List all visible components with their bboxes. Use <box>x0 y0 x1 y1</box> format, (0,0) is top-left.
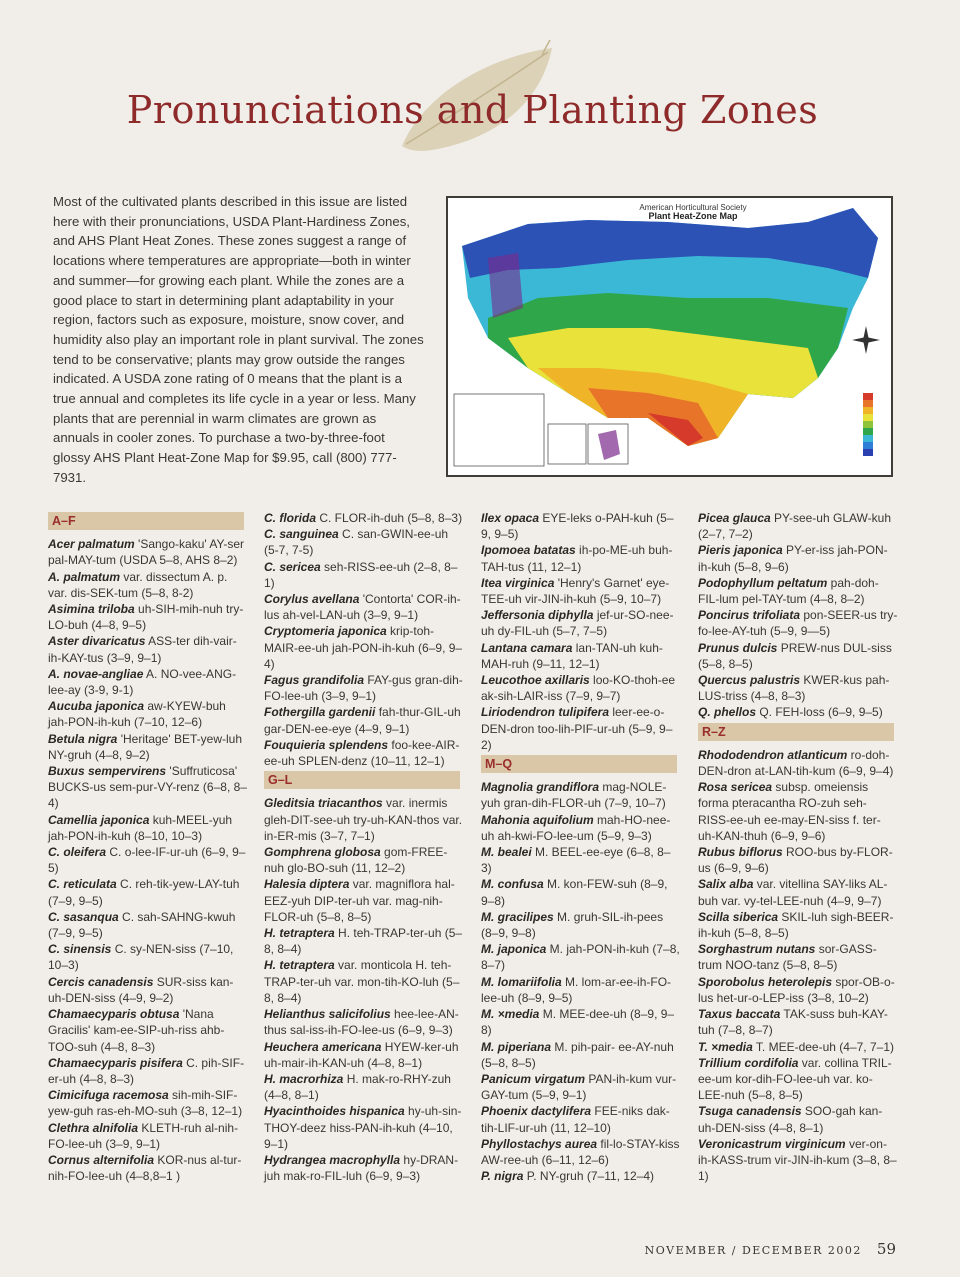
plant-name: H. tetraptera <box>264 926 335 941</box>
plant-entry <box>698 672 898 704</box>
plant-entry <box>264 591 464 623</box>
plant-name: Magnolia grandiflora <box>481 780 600 795</box>
pronunciation-zones: C. sah-SAHNG-kwuh (7–9, 9–5) <box>48 909 236 941</box>
pronunciation-zones: SKIL-luh sigh-BEER-ih-kuh (5–8, 8–5) <box>698 909 894 941</box>
pronunciation-zones: M. lom-ar-ee-ih-FO-lee-uh (8–9, 9–5) <box>481 974 672 1005</box>
plant-name: C. reticulata <box>48 877 117 892</box>
pronunciation-zones: KWER-kus pah-LUS-triss (4–8, 8–3) <box>698 673 890 704</box>
plant-name: Cornus alternifolia <box>48 1152 155 1167</box>
pronunciation-zones: KOR-nus al-tur-nih-FO-lee-uh (4–8,8–1 ) <box>48 1152 242 1184</box>
pronunciation-zones: ih-po-ME-uh buh-TAH-tus (11, 12–1) <box>481 543 673 574</box>
plant-name: Pieris japonica <box>698 543 783 558</box>
plant-name: Betula nigra <box>48 731 118 746</box>
plant-name: A. palmatum <box>48 569 121 584</box>
pronunciation-zones: C. o-lee-IF-ur-uh (6–9, 9–5) <box>48 845 246 876</box>
pronunciation-zones: PY-er-iss jah-PON-ih-kuh (5–8, 9–6) <box>698 543 888 574</box>
pronunciation-zones: FAY-gus gran-dih-FO-lee-uh (3–9, 9–1) <box>264 673 463 704</box>
plant-entry <box>48 1120 248 1152</box>
plant-entry <box>481 974 681 1006</box>
plant-name: M. japonica <box>481 942 547 957</box>
plant-name: A. novae-angliae <box>48 666 144 681</box>
plant-entry <box>264 795 464 844</box>
plant-entry <box>481 1136 681 1168</box>
pronunciation-zones: 'Suffruticosa' BUCKS-us sem-pur-VY-renz (6–8, 8–4) <box>48 764 247 811</box>
plant-entry <box>481 1168 681 1184</box>
pronunciation-zones: ro-doh-DEN-dron at-LAN-tih-kum (6–9, 9–4) <box>698 747 894 779</box>
plant-entry <box>48 812 248 844</box>
plant-name: Tsuga canadensis <box>698 1104 802 1119</box>
pronunciation-zones: ASS-ter dih-vair-ih-KAY-tus (3–9, 9–1) <box>48 634 237 665</box>
column-3 <box>481 510 681 1184</box>
plant-entry <box>48 698 248 730</box>
page-number: 59 <box>876 1240 896 1258</box>
plant-entry <box>264 876 464 925</box>
pronunciation-zones: PY-see-uh GLAW-kuh (2–7, 7–2) <box>698 511 891 542</box>
plant-entry <box>698 607 898 639</box>
plant-name: Aucuba japonica <box>48 699 145 714</box>
plant-entry <box>481 704 681 753</box>
plant-entry <box>48 731 248 763</box>
plant-name: Podophyllum peltatum <box>698 575 828 590</box>
plant-entry <box>481 844 681 876</box>
plant-name: Hydrangea macrophylla <box>264 1152 401 1167</box>
plant-entry <box>264 559 464 591</box>
map-legend <box>863 393 873 456</box>
plant-entry <box>264 672 464 704</box>
plant-name: M. ×media <box>481 1007 540 1022</box>
pronunciation-zones: A. NO-vee-ANG-lee-ay (3-9, 9-1) <box>48 666 237 698</box>
plant-name: Halesia diptera <box>264 877 350 892</box>
plant-entry <box>481 1071 681 1103</box>
pronunciation-zones: kuh-MEEL-yuh jah-PON-ih-kuh (8–10, 10–3) <box>48 812 233 843</box>
plant-name: Sporobolus heterolepis <box>698 974 833 989</box>
plant-name: Picea glauca <box>698 511 771 525</box>
pronunciation-zones: var. monticola H. teh-TRAP-ter-uh var. mon-tih-KO-luh (5–8, 8–4) <box>264 958 460 1005</box>
pronunciation-zones: ver-on-ih-KASS-trum vir-JIN-ih-kum (3–8, 8–1) <box>698 1136 897 1184</box>
plant-entry <box>698 779 898 844</box>
plant-entry <box>698 704 898 720</box>
heat-zone-map <box>446 196 893 477</box>
plant-entry <box>264 510 464 526</box>
plant-entry <box>698 542 898 574</box>
plant-entry <box>481 1006 681 1038</box>
pronunciation-zones: Q. FEH-loss (6–9, 9–5) <box>756 705 883 720</box>
plant-name: Taxus baccata <box>698 1007 781 1022</box>
pronunciation-zones: sor-GASS-trum NOO-tanz (5–8, 8–5) <box>698 942 877 973</box>
plant-entry <box>264 844 464 876</box>
pronunciation-zones: hee-lee-AN-thus sal-iss-ih-FO-lee-us (6–9, 9–3) <box>264 1007 459 1038</box>
plant-entry <box>481 542 681 574</box>
plant-entry <box>698 640 898 672</box>
plant-entry <box>698 510 898 542</box>
pronunciation-zones: PREW-nus DUL-siss (5–8, 8–5) <box>698 640 892 671</box>
plant-name: P. nigra <box>481 1169 524 1184</box>
plant-entry <box>481 672 681 704</box>
plant-name: Fagus grandifolia <box>264 673 365 688</box>
pronunciation-zones: gom-FREE-nuh glo-BO-suh (11, 12–2) <box>264 845 448 876</box>
pronunciation-zones: M. pih-pair- ee-AY-nuh (5–8, 8–5) <box>481 1039 674 1070</box>
plant-name: C. sanguinea <box>264 527 339 542</box>
plant-name: C. florida <box>264 511 317 525</box>
pronunciation-zones: 'Sango-kaku' AY-ser pal-MAY-tum (USDA 5–8, AHS 8–2) <box>48 537 245 568</box>
plant-entry <box>481 1103 681 1135</box>
pronunciation-zones: 'Contorta' COR-ih-lus ah-vel-LAN-uh (3–9, 9–1) <box>264 592 461 623</box>
pronunciation-zones: M. MEE-dee-uh (8–9, 9–8) <box>481 1007 675 1038</box>
plant-entry <box>264 1039 464 1071</box>
pronunciation-zones: EYE-leks o-PAH-kuh (5–9, 9–5) <box>481 511 674 542</box>
pronunciation-zones: spor-OB-o-lus het-ur-o-LEP-iss (3–8, 10–2) <box>698 974 895 1005</box>
plant-entry <box>48 974 248 1006</box>
plant-name: Prunus dulcis <box>698 640 778 655</box>
pronunciation-zones: var. magniflora hal-EEZ-yuh DIP-ter-uh var. mag-nih-FLOR-uh (5–8, 8–5) <box>264 877 455 924</box>
plant-name: Leucothoe axillaris <box>481 673 590 688</box>
pronunciation-zones: lan-TAN-uh kuh-MAH-ruh (9–11, 12–1) <box>481 640 663 671</box>
plant-entry <box>481 909 681 941</box>
plant-name: Lantana camara <box>481 640 573 655</box>
plant-name: Mahonia aquifolium <box>481 812 594 827</box>
pronunciation-zones: uh-SIH-mih-nuh try-LO-buh (4–8, 9–5) <box>48 602 244 633</box>
pronunciation-zones: hy-uh-sin-THOY-deez hiss-PAN-ih-kuh (4–10, 9–1) <box>264 1104 462 1151</box>
pronunciation-zones: aw-KYEW-buh jah-PON-ih-kuh (7–10, 12–6) <box>48 699 226 730</box>
pronunciation-zones: H. mak-ro-RHY-zuh (4–8, 8–1) <box>264 1071 451 1103</box>
plant-entry <box>698 941 898 973</box>
plant-name: Salix alba <box>698 877 754 892</box>
plant-name: Ipomoea batatas <box>481 543 576 558</box>
map-title: Plant Heat-Zone Map <box>648 211 738 221</box>
plant-entry <box>698 844 898 876</box>
pronunciation-zones: mag-NOLE-yuh gran-dih-FLOR-uh (7–9, 10–7) <box>481 780 667 811</box>
pronunciation-zones: fah-thur-GIL-uh gar-DEN-ee-eye (4–9, 9–1) <box>264 705 461 736</box>
plant-name: C. oleifera <box>48 845 107 860</box>
plant-entry <box>481 812 681 844</box>
plant-entry <box>48 941 248 973</box>
pronunciation-zones: KLETH-ruh al-nih-FO-lee-uh (3–9, 9–1) <box>48 1120 239 1151</box>
plant-entry <box>48 844 248 876</box>
plant-entry <box>48 1152 248 1184</box>
plant-name: Buxus sempervirens <box>48 764 167 779</box>
plant-name: Veronicastrum virginicum <box>698 1136 846 1151</box>
plant-entry <box>698 876 898 908</box>
pronunciation-zones: C. pih-SIF-er-uh (4–8, 8–3) <box>48 1055 245 1086</box>
pronunciation-zones: mah-HO-nee-uh ah-kwi-FO-lee-um (5–9, 9–3) <box>481 812 671 843</box>
pronunciation-zones: C. sy-NEN-siss (7–10, 10–3) <box>48 942 234 973</box>
plant-entry <box>48 666 248 698</box>
plant-name: M. lomariifolia <box>481 974 562 989</box>
pronunciation-zones: SOO-gah kan-uh-DEN-siss (4–8, 8–1) <box>698 1104 883 1135</box>
plant-name: Clethra alnifolia <box>48 1120 139 1135</box>
plant-entry <box>264 1152 464 1184</box>
plant-entry <box>698 575 898 607</box>
plant-name: Hyacinthoides hispanica <box>264 1104 405 1119</box>
plant-name: M. gracilipes <box>481 909 554 924</box>
plant-name: Rhododendron atlanticum <box>698 747 848 762</box>
plant-entry <box>481 640 681 672</box>
pronunciation-zones: 'Nana Gracilis' kam-ee-SIP-uh-riss ahb-TOO-suh (4–8, 8–3) <box>48 1007 225 1054</box>
plant-entry <box>264 1006 464 1038</box>
plant-name: Heuchera americana <box>264 1039 382 1054</box>
plant-name: C. sericea <box>264 559 321 574</box>
plant-name: H. macrorhiza <box>264 1071 344 1086</box>
plant-name: Asimina triloba <box>48 602 135 617</box>
plant-entry <box>48 633 248 665</box>
plant-entry <box>481 510 681 542</box>
pronunciation-zones: M. kon-FEW-suh (8–9, 9–8) <box>481 877 668 908</box>
pronunciation-zones: P. NY-gruh (7–11, 12–4) <box>523 1169 655 1184</box>
pronunciation-zones: krip-toh-MAIR-ee-uh jah-PON-ih-kuh (6–9, 9–4) <box>264 624 463 671</box>
plant-name: Fothergilla gardenii <box>264 705 376 720</box>
page-title: Pronunciations and Planting Zones <box>126 88 819 132</box>
pronunciation-zones: M. BEEL-ee-eye (6–8, 8–3) <box>481 845 671 876</box>
pronunciation-zones: hy-DRAN-juh mak-ro-FIL-luh (6–9, 9–3) <box>264 1152 459 1184</box>
plant-name: Rubus biflorus <box>698 845 783 860</box>
plant-name: Cercis canadensis <box>48 974 154 989</box>
plant-name: Corylus avellana <box>264 592 360 607</box>
pronunciation-zones: SUR-siss kan-uh-DEN-siss (4–9, 9–2) <box>48 974 234 1005</box>
plant-entry <box>48 876 248 908</box>
plant-entry <box>264 704 464 736</box>
plant-entry <box>264 925 464 957</box>
plant-entry <box>264 737 464 769</box>
plant-entry <box>481 575 681 607</box>
pronunciation-zones: 'Heritage' BET-yew-luh NY-gruh (4–8, 9–2) <box>48 731 242 762</box>
plant-name: Acer palmatum <box>48 537 135 552</box>
plant-entry <box>264 957 464 1006</box>
plant-name: Panicum virgatum <box>481 1071 586 1086</box>
plant-name: Camellia japonica <box>48 812 150 827</box>
column-4 <box>698 510 898 1184</box>
plant-name: Jeffersonia diphylla <box>481 608 594 623</box>
plant-name: Trillium cordifolia <box>698 1055 799 1070</box>
plant-entry <box>698 1103 898 1135</box>
pronunciation-zones: var. inermis gleh-DIT-see-uh try-uh-KAN-thos var. in-ER-mis (3–7, 7–1) <box>264 796 463 843</box>
plant-entry <box>48 909 248 941</box>
plant-name: Ilex opaca <box>481 511 540 525</box>
plant-name: Phoenix dactylifera <box>481 1104 592 1119</box>
plant-entry <box>48 1055 248 1087</box>
plant-name: C. sasanqua <box>48 909 119 924</box>
plant-entry <box>481 941 681 973</box>
plant-name: Fouquieria splendens <box>264 737 389 752</box>
plant-entry <box>481 1039 681 1071</box>
plant-entry <box>698 974 898 1006</box>
plant-entry <box>698 1055 898 1104</box>
section-header: A–F <box>48 512 244 530</box>
pronunciation-zones: seh-RISS-ee-uh (2–8, 8–1) <box>264 559 458 590</box>
map-org: American Horticultural Society <box>639 203 747 212</box>
pronunciation-zones: subsp. omeiensis forma pteracantha RO-zuh seh-RISS-ee-uh ee-may-EN-siss f. ter-uh-KAN-thuh (6–9, 9–6) <box>698 780 881 843</box>
pronunciation-zones: loo-KO-thoh-ee ak-sih-LAIR-iss (7–9, 9–7) <box>481 673 676 704</box>
pronunciation-zones: fil-lo-STAY-kiss AW-ree-uh (6–11, 12–6) <box>481 1136 680 1167</box>
pronunciation-zones: C. FLOR-ih-duh (5–8, 8–3) <box>316 511 463 525</box>
issue-date: NOVEMBER / DECEMBER 2002 <box>644 1244 862 1257</box>
pronunciation-zones: ROO-bus by-FLOR-us (6–9, 9–6) <box>698 845 893 876</box>
plant-name: Phyllostachys aurea <box>481 1136 598 1151</box>
plant-entry <box>48 763 248 812</box>
pronunciation-zones: foo-kee-AIR-ee-uh SPLEN-denz (10–11, 12–1) <box>264 737 460 769</box>
pronunciation-zones: var. dissectum A. p. var. dis-SEK-tum (5–8, 8-2) <box>48 569 228 600</box>
plant-entry <box>698 909 898 941</box>
pronunciation-zones: FEE-niks dak-tih-LIF-ur-uh (11, 12–10) <box>481 1104 670 1135</box>
plant-entry <box>698 1006 898 1038</box>
plant-name: Cimicifuga racemosa <box>48 1088 169 1103</box>
plant-entry <box>698 1136 898 1185</box>
plant-entry <box>48 536 248 568</box>
plant-name: Helianthus salicifolius <box>264 1007 391 1022</box>
pronunciation-zones: pon-SEER-us try-fo-lee-AY-tuh (5–9, 9—5) <box>698 608 898 639</box>
plant-name: C. sinensis <box>48 942 112 957</box>
plant-name: M. piperiana <box>481 1039 552 1054</box>
plant-name: Gomphrena globosa <box>264 845 381 860</box>
pronunciation-zones: M. jah-PON-ih-kuh (7–8, 8–7) <box>481 942 680 973</box>
page-footer <box>645 1240 896 1258</box>
pronunciation-zones: HYEW-ker-uh uh-mair-ih-KAN-uh (4–8, 8–1) <box>264 1039 459 1070</box>
pronunciation-zones: M. gruh-SIL-ih-pees (8–9, 9–8) <box>481 909 664 941</box>
plant-entry <box>264 526 464 558</box>
plant-entry <box>48 1087 248 1119</box>
pronunciation-zones: C. reh-tik-yew-LAY-tuh (7–9, 9–5) <box>48 877 240 908</box>
plant-name: Aster divaricatus <box>48 634 146 649</box>
pronunciation-zones: leer-ee-o-DEN-dron too-lih-PIF-ur-uh (5–9, 9–2) <box>481 705 673 752</box>
pronunciation-zones: H. teh-TRAP-ter-uh (5–8, 8–4) <box>264 926 463 957</box>
plant-entry <box>698 1039 898 1055</box>
plant-entry <box>481 876 681 908</box>
pronunciation-zones: var. collina TRIL-ee-um kor-dih-FO-lee-uh var. ko-LEE-nuh (5–8, 8–5) <box>698 1055 892 1103</box>
plant-entry <box>481 779 681 811</box>
plant-name: H. tetraptera <box>264 958 335 973</box>
plant-name: Gleditsia triacanthos <box>264 796 383 811</box>
section-header: R–Z <box>698 723 894 741</box>
plant-entry <box>48 1006 248 1055</box>
plant-entry <box>481 607 681 639</box>
plant-entry <box>264 1071 464 1103</box>
plant-name: Liriodendron tulipifera <box>481 705 609 720</box>
plant-name: Cryptomeria japonica <box>264 624 387 639</box>
pronunciation-zones: sih-mih-SIF-yew-guh ras-eh-MO-suh (3–8, 12–1) <box>48 1088 243 1119</box>
pronunciation-zones: var. vitellina SAY-liks AL-buh var. vy-tel-LEE-nuh (4–9, 9–7) <box>698 877 888 908</box>
pronunciation-zones: pah-doh-FIL-lum pel-TAY-tum (4–8, 8–2) <box>698 575 879 607</box>
plant-name: Q. phellos <box>698 705 757 720</box>
plant-name: Chamaecyparis obtusa <box>48 1007 180 1022</box>
plant-entry <box>48 569 248 601</box>
intro-paragraph: Most of the cultivated plants described in this issue are listed here with their pronunciations, USDA Plant-Hardiness Zones, and AHS Plant Heat Zones. These zones suggest a range of locations where temperatures are appropriate—both in winter and summer—for growing each plant. While the zones are a good place to start in determining plant adaptability in your region, factors such as exposure, moisture, snow cover, and humidity also play an important role in plant survival. The zones tend to be conservative; plants may grow outside the ranges indicated. A USDA zone rating of 0 means that the plant is a true annual and completes its life cycle in a year or less. Many plants that are perennial in warm climates are grown as annuals in cooler zones. To purchase a two-by-three-foot glossy AHS Plant Heat-Zone Map for $9.95, call (800) 777-7931. <box>53 194 424 485</box>
column-1 <box>48 510 248 1184</box>
plant-name: Poncirus trifoliata <box>698 608 801 623</box>
section-header: M–Q <box>481 755 677 773</box>
column-2 <box>264 510 464 1184</box>
plant-name: Sorghastrum nutans <box>698 942 816 957</box>
section-header: G–L <box>264 771 460 789</box>
plant-entry <box>264 623 464 672</box>
pronunciation-zones: 'Henry's Garnet' eye-TEE-uh vir-JIN-ih-kuh (5–9, 10–7) <box>481 575 670 607</box>
plant-name: Scilla siberica <box>698 909 779 924</box>
pronunciation-zones: T. MEE-dee-uh (4–7, 7–1) <box>752 1039 894 1054</box>
plant-name: Itea virginica <box>481 575 555 590</box>
plant-entry <box>698 747 898 779</box>
plant-name: M. bealei <box>481 845 532 860</box>
plant-name: M. confusa <box>481 877 544 892</box>
plant-entry <box>48 601 248 633</box>
pronunciation-zones: jef-ur-SO-nee-uh dy-FIL-uh (5–7, 7–5) <box>481 608 674 639</box>
plant-name: Quercus palustris <box>698 673 801 688</box>
plant-entry <box>264 1103 464 1152</box>
pronunciation-zones: PAN-ih-kum vur-GAY-tum (5–9, 9–1) <box>481 1071 677 1103</box>
plant-name: Rosa sericea <box>698 780 773 795</box>
pronunciation-zones: C. san-GWIN-ee-uh (5-7, 7-5) <box>264 527 449 558</box>
pronunciation-zones: TAK-suss buh-KAY-tuh (7–8, 8–7) <box>698 1007 888 1038</box>
plant-name: T. ×media <box>698 1039 753 1054</box>
plant-name: Chamaecyparis pisifera <box>48 1055 183 1070</box>
